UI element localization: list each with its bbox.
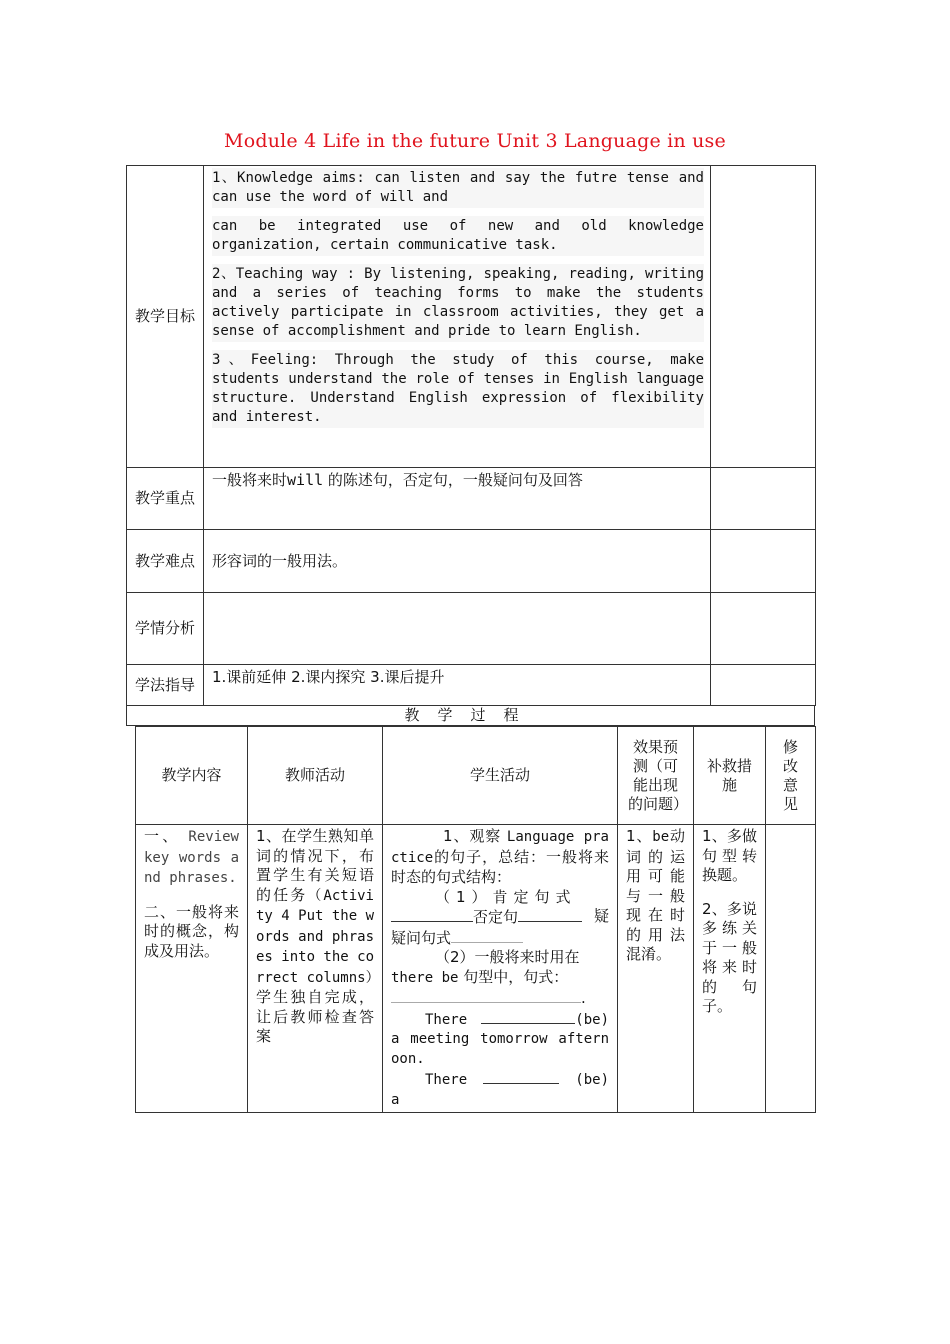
effect-text: 动词的运用可能与一般现在时的用法混淆。 [626,827,685,963]
remedy-item-2: 2、多说多练关于一般将来时的句子。 [702,899,757,1015]
student-question: 疑问句式 [391,928,452,947]
aim-feeling: 3、Feeling: Through the study of this course, make students understand the role of tenses in English language structure. Understand English expression of flexibility and interest. [212,350,704,428]
empty-cell [711,593,816,665]
difficulties-cell: 形容词的一般用法。 [204,530,711,593]
aim-knowledge-cont: can be integrated use of new and old knowledge organization, certain communicative task. [212,216,704,256]
header-revise: 修改意见 [766,727,816,825]
student-line-5: （2）一般将来时用在 [435,948,580,966]
content-cell [136,825,248,1113]
aim-knowledge: 1、Knowledge aims: can listen and say the futre tense and can use the word of will and [212,168,704,208]
key-points-will: will [287,471,324,489]
row-label-objectives: 教学目标 [127,166,204,468]
process-title: 教学过程 [126,706,815,726]
objectives-cell [204,166,711,468]
header-remedy: 补救措施 [694,727,766,825]
teacher-text-3: 学生独自完成，让后教师检查答案 [256,988,374,1045]
example-1-start: There [425,1011,468,1028]
student-cell [383,825,618,1113]
content-item-1-text: Review key words and phrases. [144,829,239,886]
table-row [136,825,816,1113]
empty-cell [711,468,816,530]
remedy-cell [694,825,766,1113]
content-item-1-num: 一、 [144,827,181,845]
effect-num: 1、 [626,827,653,845]
example-2-start: There [425,1072,468,1088]
header-student: 学生活动 [383,727,618,825]
table-row [127,468,816,530]
effect-en: be [652,829,670,845]
student-example-1 [391,1009,609,1070]
table-row [127,166,816,468]
student-negative-line [391,907,609,928]
student-example-2 [391,1069,609,1110]
student-line-1 [391,827,609,888]
row-label-difficulties: 教学难点 [127,530,204,593]
analysis-cell [204,593,711,665]
student-question-line [391,928,609,949]
row-label-key-points: 教学重点 [127,468,204,530]
process-table [135,726,816,1113]
row-label-analysis: 学情分析 [127,593,204,665]
empty-cell [711,665,816,706]
aim-teaching-way: 2、Teaching way : By listening, speaking, reading, writing and a series of teaching forms to make the students actively participate in classroom activities, they get a sense of accomplishment and pride to learn English. [212,264,704,342]
effect-cell [618,825,694,1113]
header-teacher: 教师活动 [248,727,383,825]
student-step-1-en: Language practice [391,829,609,866]
student-line-6 [391,968,609,989]
student-negative: 否定句 [473,908,519,926]
example-1-end: (be) a meeting tomorrow afternoon. [391,1011,609,1067]
method-cell: 1.课前延伸 2.课内探究 3.课后提升 [204,665,711,706]
teacher-text-2: （Activity 4 Put the words and phrases into the correct columns） [256,887,380,986]
remedy-item-1: 1、多做句型转换题。 [702,827,757,884]
table-row [127,593,816,665]
student-step-1-cn: 的句子，总结：一般将来时态的句式结构： [391,847,609,886]
key-points-text: 一般将来时 [212,471,288,489]
student-there-be-cn: 句型中，句式： [458,967,569,986]
row-label-method: 学法指导 [127,665,204,706]
header-row [136,727,816,825]
table-row [127,665,816,706]
key-points-text-rest: 的陈述句，否定句，一般疑问句及回答 [323,471,583,489]
empty-cell [711,166,816,468]
content-item-2: 二、一般将来时的概念，构成及用法。 [144,902,239,960]
table-row [127,530,816,593]
student-affirmative: （1）肯定句式 [435,887,577,906]
student-there-be: there be [391,969,459,986]
teacher-cell [248,825,383,1113]
key-points-cell [204,468,711,530]
student-blank-line: . [391,988,609,1009]
header-effect: 效果预测（可能出现的问题） [618,727,694,825]
example-2-end: (be) a [391,1072,609,1108]
objectives-table [126,165,816,706]
student-step-1: 1、观察 [443,827,502,845]
revise-cell [766,825,816,1113]
student-question-label: 疑 [593,907,609,925]
content-item-1 [144,827,239,889]
empty-cell [711,530,816,593]
page-title: Module 4 Life in the future Unit 3 Language in use [224,130,726,152]
header-content: 教学内容 [136,727,248,825]
teacher-text-1: 1、在学生熟知单词的情况下，布置学生有关短语的任务 [256,827,374,904]
